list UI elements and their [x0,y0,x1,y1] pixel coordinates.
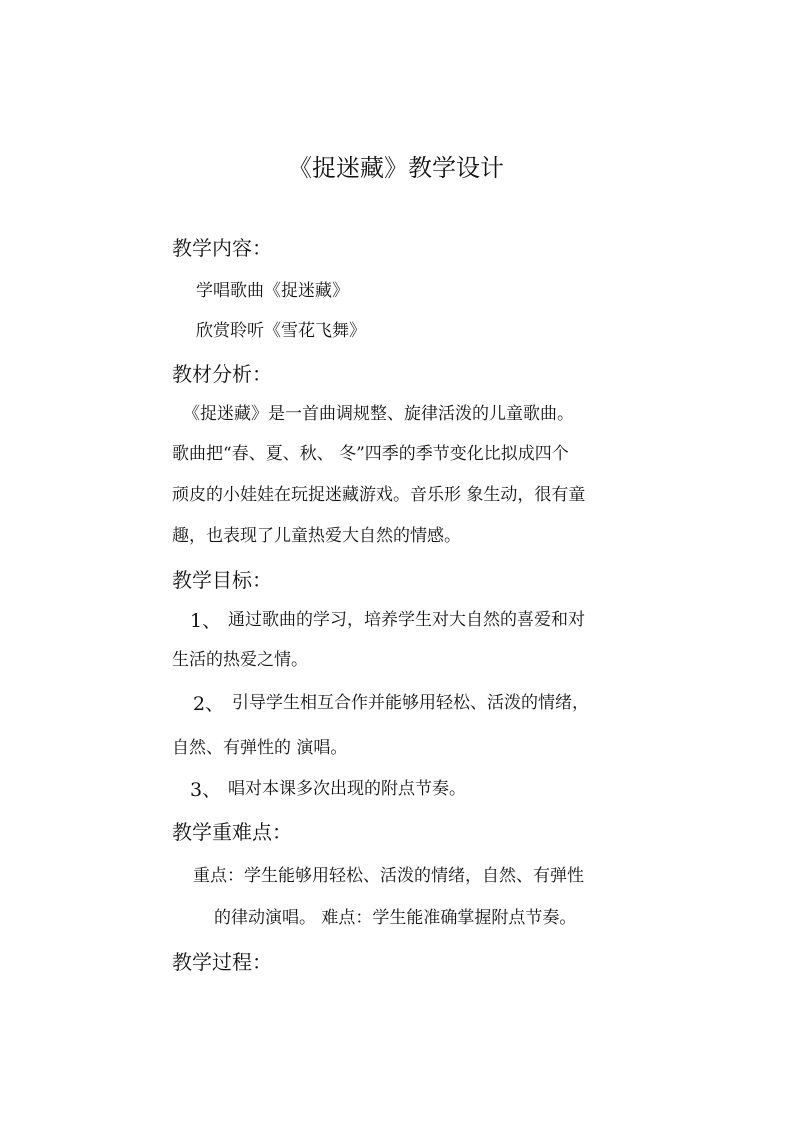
key-points-text: 重点：学生能够用轻松、活泼的情绪，自然、有弹性 [193,866,584,886]
section-heading-key-points: 教学重难点： [172,820,292,844]
content-item: 学唱歌曲《捉迷藏》 [196,281,349,301]
goal-text: 引导学生相互合作并能够用轻松、活泼的情绪， [232,693,589,713]
analysis-line: 顽皮的小娃娃在玩捉迷藏游戏。音乐形 象生动，很有童 [172,485,586,505]
goal-text: 唱对本课多次出现的附点节奏。 [228,779,466,799]
key-points-text: 的律动演唱。 难点：学生能准确掌握附点节奏。 [214,908,577,928]
goal-text: 生活的热爱之情。 [172,650,308,670]
goal-text: 自然、有弹性的 演唱。 [172,738,348,758]
content-item: 欣赏聆听《雪花飞舞》 [196,321,366,341]
section-heading-content: 教学内容： [172,236,272,260]
goal-number: 1、 [190,610,222,632]
analysis-line: 《捉迷藏》是一首曲调规整、旋律活泼的儿童歌曲。 [183,404,574,424]
section-heading-analysis: 教材分析： [172,362,272,386]
goal-number: 2、 [193,693,225,715]
goal-text: 通过歌曲的学习，培养学生对大自然的喜爱和对 [228,610,585,630]
analysis-line: 歌曲把“春、夏、秋、 冬”四季的季节变化比拟成四个 [172,444,569,464]
analysis-line: 趣，也表现了儿童热爱大自然的情感。 [172,526,461,546]
document-title: 《捉迷藏》教学设计 [288,154,504,182]
section-heading-goals: 教学目标： [172,568,272,592]
goal-number: 3、 [190,779,222,801]
section-heading-process: 教学过程： [172,950,272,974]
